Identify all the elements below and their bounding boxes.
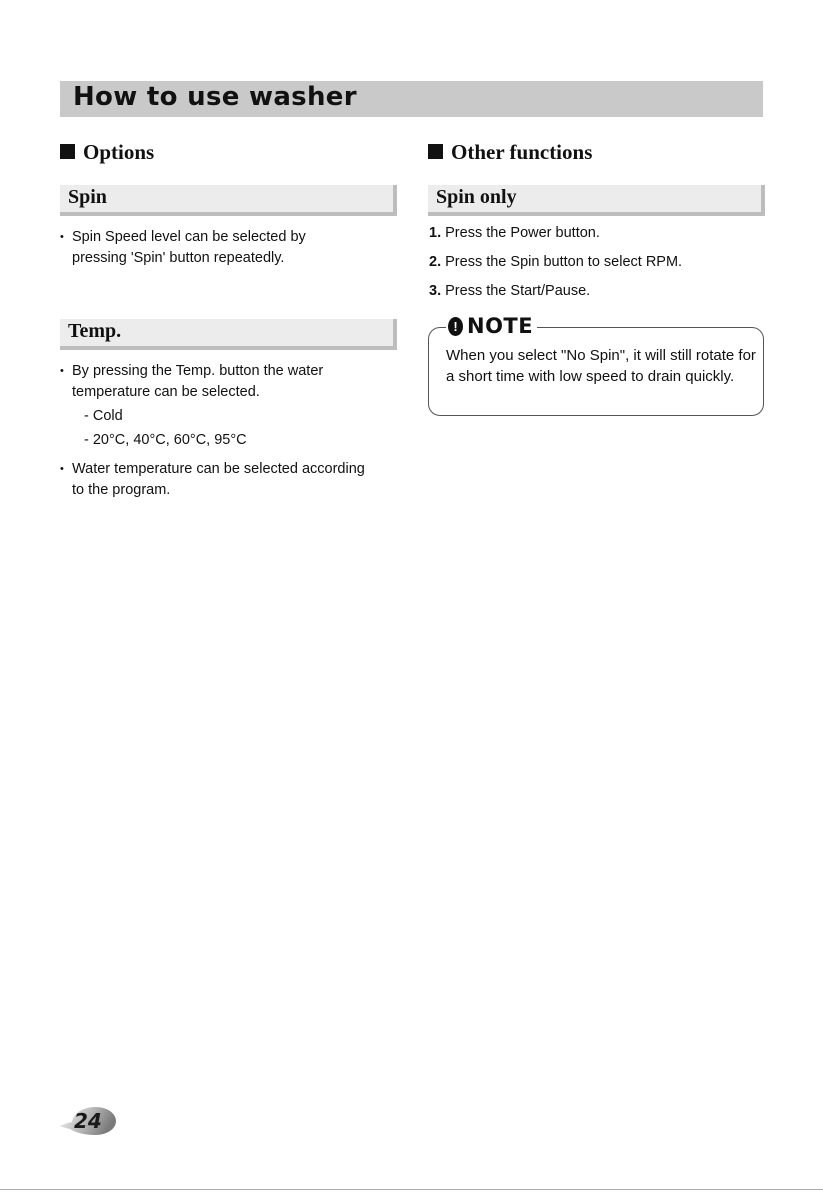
spin-only-steps xyxy=(429,225,682,312)
other-functions-heading-text: Other functions xyxy=(451,140,593,164)
step-text: Press the Start/Pause. xyxy=(445,283,591,299)
page-number: 24 xyxy=(74,1109,102,1133)
list-item xyxy=(60,361,365,451)
step-item xyxy=(429,254,682,283)
options-heading-text: Options xyxy=(83,140,155,164)
list-item: • Spin Speed level can be selected by pressing 'Spin' button repeatedly. xyxy=(60,227,360,269)
note-header xyxy=(446,314,537,338)
spin-description xyxy=(60,227,360,274)
square-bullet-icon xyxy=(428,144,443,159)
sub-item: - Cold xyxy=(84,408,123,424)
bullet-text: • By pressing the Temp. button the water temperature can be selected. xyxy=(72,363,324,400)
square-bullet-icon xyxy=(60,144,75,159)
step-text: Press the Spin button to select RPM. xyxy=(445,254,683,270)
note-label: NOTE xyxy=(467,314,534,338)
step-item xyxy=(429,225,682,254)
step-text: Press the Power button. xyxy=(445,225,600,241)
temp-description xyxy=(60,361,365,506)
step-number: 2. xyxy=(429,254,442,270)
bottom-divider xyxy=(0,1189,823,1190)
temp-subheading-text: Temp. xyxy=(68,320,122,342)
options-heading xyxy=(60,140,154,165)
spin-subheading xyxy=(60,185,397,216)
step-number: 1. xyxy=(429,225,442,241)
sub-item: - 20°C, 40°C, 60°C, 95°C xyxy=(84,432,247,448)
list-item: • Water temperature can be selected according to the program. xyxy=(60,459,365,501)
spin-only-subheading-text: Spin only xyxy=(436,186,517,208)
page-title: How to use washer xyxy=(73,82,357,112)
exclamation-icon: ! xyxy=(448,317,463,336)
step-number: 3. xyxy=(429,283,442,299)
note-box xyxy=(428,314,764,416)
spin-subheading-text: Spin xyxy=(68,186,107,208)
page-banner xyxy=(60,81,763,117)
spin-only-subheading xyxy=(428,185,765,216)
note-text: When you select "No Spin", it will still rotate for a short time with low speed to drain quickly. xyxy=(446,347,756,385)
temp-subheading xyxy=(60,319,397,350)
step-item xyxy=(429,283,682,312)
other-functions-heading xyxy=(428,140,592,165)
page-number-badge xyxy=(58,1104,118,1136)
